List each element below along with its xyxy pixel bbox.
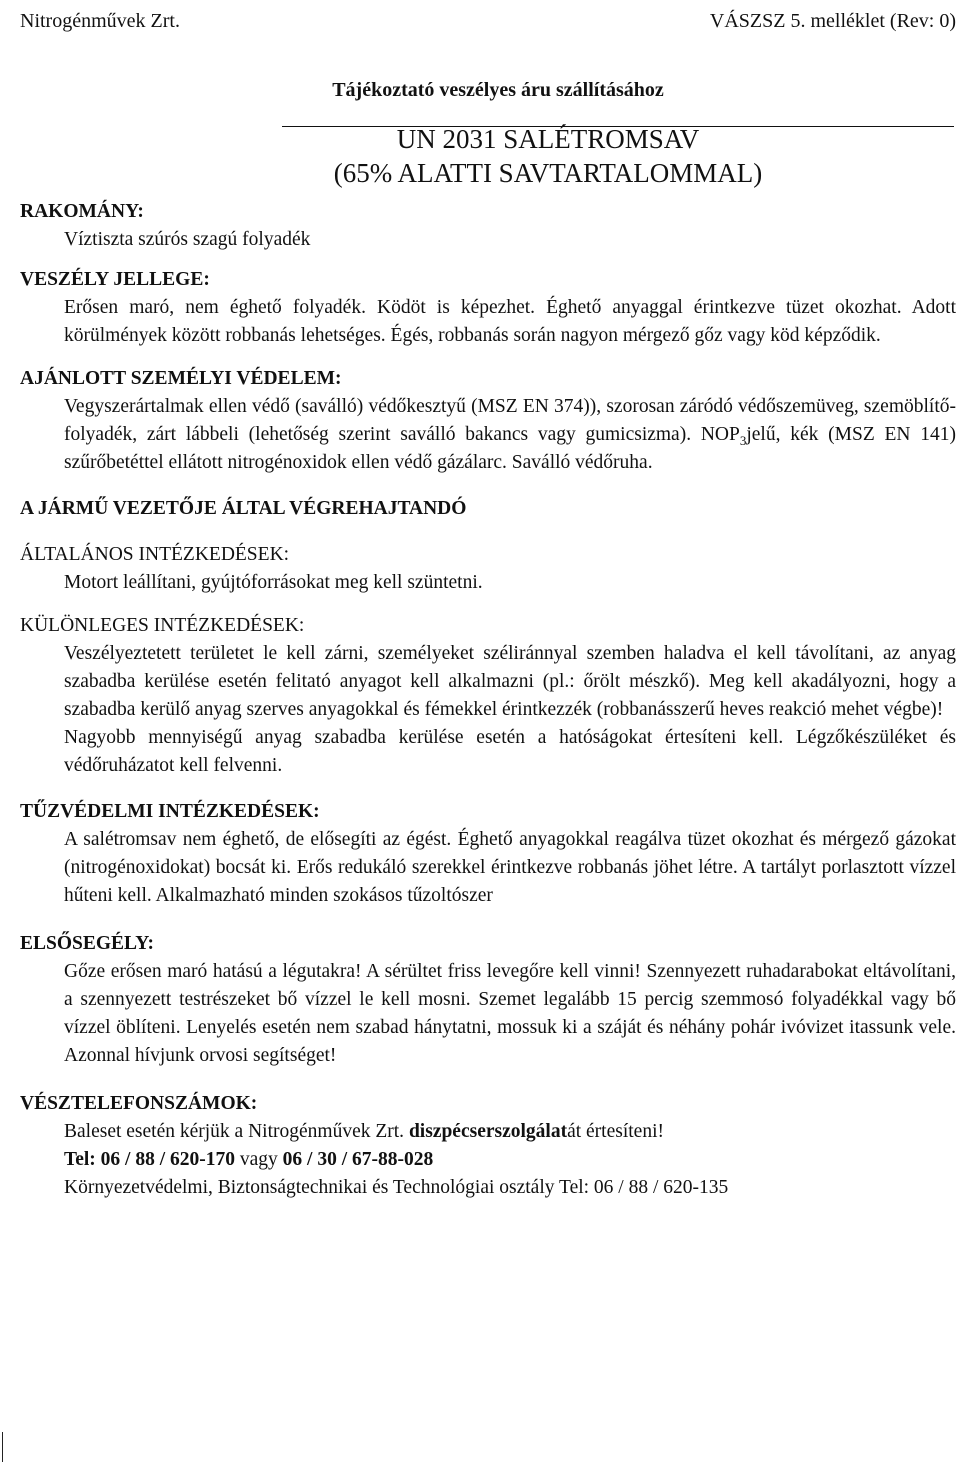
general-label: ÁLTALÁNOS INTÉZKEDÉSEK: xyxy=(20,544,290,565)
special-text-2: Nagyobb mennyiségű anyag szabadba kerülése esetén a hatóságokat értesíteni kell. Légzőkészüléket és védőruházatot kell felvenni. xyxy=(64,727,956,776)
hazard-text: Erősen maró, nem éghető folyadék. Ködöt is képezhet. Éghető anyaggal érintkezve tüzet okozhat. Adott körülmények között robbanás lehetséges. Égés, robbanás során nagyon mérgező gőz vagy köd képződik. xyxy=(64,297,956,346)
ppe-text xyxy=(20,393,956,477)
emergency-section xyxy=(20,1090,956,1202)
ppe-text-subscript: 3 xyxy=(739,432,747,448)
cargo-section xyxy=(20,198,956,254)
margin-mark xyxy=(2,1432,4,1462)
cargo-text: Víztiszta szúrós szagú folyadék xyxy=(64,229,311,250)
general-section xyxy=(20,541,956,597)
emergency-phones xyxy=(20,1146,956,1174)
emergency-line1-post: át értesíteni! xyxy=(567,1121,664,1142)
general-text: Motort leállítani, gyújtóforrásokat meg kell szüntetni. xyxy=(64,572,483,593)
un-title xyxy=(20,122,956,190)
cargo-label: RAKOMÁNY: xyxy=(20,201,144,222)
title-divider-line xyxy=(282,126,954,127)
phone-primary: Tel: 06 / 88 / 620-170 xyxy=(64,1149,235,1170)
ppe-label: AJÁNLOTT SZEMÉLYI VÉDELEM: xyxy=(20,368,342,389)
emergency-line1 xyxy=(20,1118,956,1146)
driver-heading: A JÁRMŰ VEZETŐJE ÁLTAL VÉGREHAJTANDÓ xyxy=(20,498,467,519)
document-page xyxy=(20,4,956,1202)
un-title-line1: UN 2031 SALÉTROMSAV xyxy=(396,124,700,154)
fire-section xyxy=(20,798,956,910)
first-aid-label: ELSŐSEGÉLY: xyxy=(20,933,155,954)
info-title: Tájékoztató veszélyes áru szállításához xyxy=(332,79,664,101)
page-header xyxy=(20,4,956,38)
fire-label: TŰZVÉDELMI INTÉZKEDÉSEK: xyxy=(20,801,320,822)
first-aid-section xyxy=(20,930,956,1070)
special-section xyxy=(20,612,956,780)
special-text-1: Veszélyeztetett területet le kell zárni, személyeket széliránnyal szemben haladva el kell távolítani, az anyag szabadba kerülése esetén felitató anyagot kell alkalmazni (pl.: őrölt mészkő). Meg kell akadályozni, hogy a szabadba kerülő anyag szerves anyagokkal és fémekkel érintkezzék (robbanásszerű heves reakció mehet végbe)! xyxy=(64,643,956,720)
ppe-text-b: jelű, kék (MSZ EN 141) szűrőbetéttel ellátott nitrogénoxidok ellen védő gázálarc. Saválló védőruha. xyxy=(64,424,956,473)
phone-alternate: 06 / 30 / 67-88-028 xyxy=(282,1149,434,1170)
ppe-section xyxy=(20,365,956,477)
document-reference: VÁSZSZ 5. melléklet (Rev: 0) xyxy=(709,10,956,32)
emergency-line3: Környezetvédelmi, Biztonságtechnikai és Technológiai osztály Tel: 06 / 88 / 620-135 xyxy=(64,1177,729,1198)
emergency-label: VÉSZTELEFONSZÁMOK: xyxy=(20,1093,258,1114)
first-aid-text: Gőze erősen maró hatású a légutakra! A sérültet friss levegőre kell vinni! Szennyezett ruhadarabokat eltávolítani, a szennyezett testrészeket bő vízzel le kell mosni. Szemet legalább 15 percig szemmosó folyadékkal vagy bő vízzel öblíteni. Lenyelés esetén nem szabad hánytatni, mossuk ki a száját és néhány pohár ivóvizet itassunk vele. Azonnal hívjunk orvosi segítséget! xyxy=(64,961,956,1066)
company-name: Nitrogénművek Zrt. xyxy=(20,10,180,32)
hazard-label: VESZÉLY JELLEGE: xyxy=(20,269,210,290)
un-title-line2: (65% ALATTI SAVTARTALOMMAL) xyxy=(333,158,763,188)
phone-or: vagy xyxy=(235,1149,283,1170)
fire-text: A salétromsav nem éghető, de elősegíti az égést. Éghető anyagokkal reagálva tüzet okozhat és mérgező gázokat (nitrogénoxidokat) bocsát ki. Erős redukáló szerekkel érintkezve robbanás jöhet létre. A tartályt porlasztott vízzel hűteni kell. Alkalmazható minden szokásos tűzoltószer xyxy=(64,829,956,906)
special-label: KÜLÖNLEGES INTÉZKEDÉSEK: xyxy=(20,615,305,636)
emergency-line1-pre: Baleset esetén kérjük a Nitrogénművek Zrt. xyxy=(64,1121,409,1142)
hazard-section xyxy=(20,266,956,350)
ppe-text-a: Vegyszerártalmak ellen védő (saválló) védőkesztyű (MSZ EN 374)), szorosan záródó védőszemüveg, szemöblítő-folyadék, zárt lábbeli (lehetőség szerint saválló bakancs vagy gumicsizma). NOP xyxy=(64,396,956,445)
dispatcher-service: diszpécserszolgálat xyxy=(408,1121,568,1142)
